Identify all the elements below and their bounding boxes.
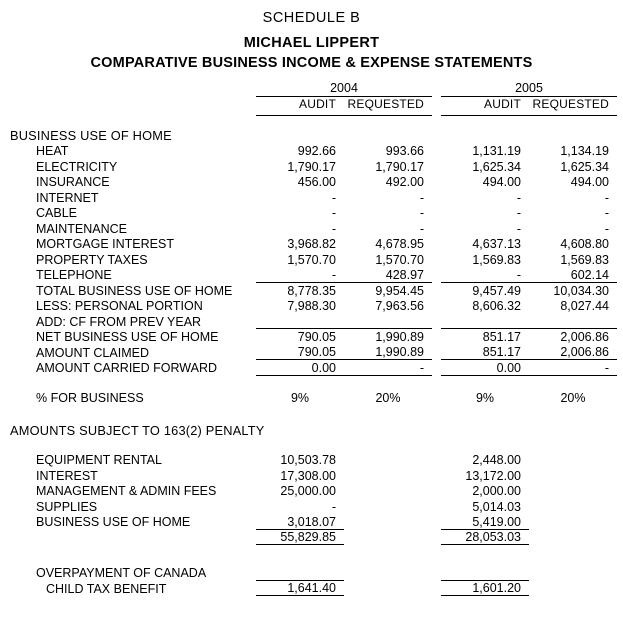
row-requested-2005: 1,134.19 bbox=[560, 144, 609, 158]
total-row bbox=[10, 282, 617, 298]
row-audit-2004: - bbox=[331, 221, 336, 236]
spacer-cell bbox=[10, 405, 617, 419]
table-row bbox=[10, 483, 617, 499]
row-requested-2004: - bbox=[419, 221, 424, 236]
row-label: BUSINESS USE OF HOME bbox=[36, 515, 191, 529]
row-label: TELEPHONE bbox=[36, 268, 112, 282]
document-subtitle: COMPARATIVE BUSINESS INCOME & EXPENSE STATEMENTS bbox=[90, 55, 533, 71]
row-label: CABLE bbox=[36, 206, 77, 220]
col-audit-2004: AUDIT bbox=[299, 97, 336, 111]
row-requested-2004 bbox=[344, 313, 432, 329]
row-label: SUPPLIES bbox=[36, 499, 98, 514]
table-row bbox=[10, 298, 617, 314]
row-audit-2004: 8,778.35 bbox=[287, 283, 336, 298]
col-requested-2005: REQUESTED bbox=[532, 97, 609, 111]
document-header bbox=[0, 0, 623, 71]
row-value-2005: 2,448.00 bbox=[472, 453, 521, 467]
row-label bbox=[10, 529, 256, 545]
row-label: HEAT bbox=[36, 144, 69, 158]
row-requested-2005: 4,608.80 bbox=[560, 237, 609, 251]
row-label: NET BUSINESS USE OF HOME bbox=[36, 330, 219, 344]
empty-cell bbox=[10, 81, 256, 97]
section-header-row bbox=[10, 124, 617, 143]
table-row bbox=[10, 174, 617, 190]
gap-cell bbox=[432, 467, 441, 483]
row-audit-2005: 851.17 bbox=[482, 345, 521, 359]
gap-cell bbox=[432, 565, 441, 581]
row-label: MORTGAGE INTEREST bbox=[36, 237, 174, 251]
table-row bbox=[10, 158, 617, 174]
row-label: AMOUNT CARRIED FORWARD bbox=[36, 361, 218, 375]
empty-cell bbox=[529, 529, 617, 545]
row-value-2004: 17,308.00 bbox=[280, 468, 336, 483]
gap-cell bbox=[432, 360, 441, 376]
gap-cell bbox=[432, 158, 441, 174]
row-label: EQUIPMENT RENTAL bbox=[36, 453, 162, 467]
row-audit-2005: 1,131.19 bbox=[472, 144, 521, 158]
spacer-cell bbox=[10, 438, 617, 452]
row-requested-2005: 494.00 bbox=[570, 175, 609, 189]
row-audit-2004: 790.05 bbox=[297, 345, 336, 359]
row-value-2004: 10,503.78 bbox=[280, 453, 336, 467]
row-requested-2005: 20% bbox=[560, 390, 586, 405]
row-audit-2004 bbox=[256, 313, 344, 329]
table-row bbox=[10, 220, 617, 236]
row-requested-2004: 9,954.45 bbox=[375, 283, 424, 298]
gap-cell bbox=[432, 483, 441, 499]
overpayment-label-line2: CHILD TAX BENEFIT bbox=[46, 581, 167, 596]
row-requested-2005: - bbox=[604, 221, 609, 236]
percent-row bbox=[10, 389, 617, 405]
empty-cell bbox=[529, 483, 617, 499]
empty-cell bbox=[344, 529, 432, 545]
section-title-business-use-of-home: BUSINESS USE OF HOME bbox=[10, 127, 172, 143]
row-audit-2004: 9% bbox=[290, 390, 310, 405]
row-audit-2005: - bbox=[441, 267, 529, 283]
row-label: AMOUNT CLAIMED bbox=[36, 345, 149, 360]
row-requested-2005: 1,569.83 bbox=[560, 252, 609, 267]
row-requested-2005: 1,625.34 bbox=[560, 159, 609, 174]
total-value-2005: 28,053.03 bbox=[441, 529, 529, 545]
row-audit-2005 bbox=[441, 313, 529, 329]
table-row bbox=[10, 498, 617, 514]
row-audit-2004: 1,790.17 bbox=[287, 159, 336, 174]
table-row bbox=[10, 344, 617, 360]
row-requested-2005: 2,006.86 bbox=[560, 345, 609, 359]
empty-cell bbox=[344, 514, 432, 530]
row-requested-2004: 1,990.89 bbox=[375, 330, 424, 344]
row-audit-2005: 9% bbox=[475, 390, 495, 405]
empty-cell bbox=[344, 498, 432, 514]
empty-cell bbox=[529, 514, 617, 530]
row-audit-2005: - bbox=[516, 206, 521, 220]
row-label: LESS: PERSONAL PORTION bbox=[36, 299, 203, 313]
year-2005-header: 2005 bbox=[441, 81, 617, 97]
col-requested-2004: REQUESTED bbox=[347, 97, 424, 111]
row-requested-2004: 492.00 bbox=[385, 175, 424, 189]
spacer-row bbox=[10, 116, 617, 124]
overpayment-value-2005: 1,601.20 bbox=[441, 580, 529, 596]
gap-cell bbox=[432, 220, 441, 236]
row-requested-2004: 7,963.56 bbox=[375, 299, 424, 313]
gap-cell bbox=[432, 205, 441, 221]
table-row bbox=[10, 236, 617, 252]
gap-cell bbox=[432, 298, 441, 314]
spacer-cell bbox=[10, 545, 617, 565]
row-requested-2004: - bbox=[344, 360, 432, 376]
gap-cell bbox=[432, 452, 441, 468]
empty-cell bbox=[529, 565, 617, 581]
gap-cell bbox=[432, 344, 441, 360]
row-label: ADD: CF FROM PREV YEAR bbox=[36, 314, 202, 329]
row-requested-2004: - bbox=[419, 206, 424, 220]
row-requested-2005: 602.14 bbox=[529, 267, 617, 283]
col-audit-2005: AUDIT bbox=[484, 97, 521, 111]
row-requested-2004: 1,790.17 bbox=[375, 159, 424, 174]
row-requested-2004: 1,570.70 bbox=[375, 252, 424, 267]
row-audit-2004: - bbox=[331, 190, 336, 205]
table-row bbox=[10, 565, 617, 581]
spacer-row bbox=[10, 545, 617, 565]
row-value-2005: 2,000.00 bbox=[472, 484, 521, 498]
row-audit-2004: 456.00 bbox=[297, 175, 336, 189]
row-requested-2005: 8,027.44 bbox=[560, 299, 609, 313]
row-value-2005: 5,014.03 bbox=[472, 499, 521, 514]
taxpayer-name: MICHAEL LIPPERT bbox=[243, 35, 380, 51]
row-requested-2005: - bbox=[529, 360, 617, 376]
row-requested-2004: 993.66 bbox=[385, 144, 424, 158]
gap-cell bbox=[432, 282, 441, 298]
table-row bbox=[10, 251, 617, 267]
row-requested-2005: - bbox=[604, 206, 609, 220]
spacer-cell bbox=[10, 375, 617, 389]
row-audit-2005: 8,606.32 bbox=[472, 299, 521, 313]
row-requested-2005: - bbox=[604, 190, 609, 205]
empty-cell bbox=[529, 498, 617, 514]
row-value-2004: 3,018.07 bbox=[256, 514, 344, 530]
row-audit-2005: - bbox=[516, 221, 521, 236]
year-2004-header: 2004 bbox=[256, 81, 432, 97]
spacer-cell bbox=[10, 116, 617, 124]
column-header-row bbox=[10, 97, 617, 114]
empty-cell bbox=[529, 467, 617, 483]
row-audit-2005: 1,625.34 bbox=[472, 159, 521, 174]
row-requested-2004: 428.97 bbox=[344, 267, 432, 283]
row-label: MAINTENANCE bbox=[36, 221, 127, 236]
gap-cell bbox=[432, 514, 441, 530]
gap-cell bbox=[432, 498, 441, 514]
row-requested-2004: - bbox=[419, 190, 424, 205]
table-row bbox=[10, 467, 617, 483]
empty-cell bbox=[344, 452, 432, 468]
empty-cell bbox=[441, 565, 529, 581]
row-label: PROPERTY TAXES bbox=[36, 252, 148, 267]
section-title-penalty: AMOUNTS SUBJECT TO 163(2) PENALTY bbox=[10, 422, 265, 438]
table-row bbox=[10, 514, 617, 530]
row-audit-2005: 0.00 bbox=[441, 360, 529, 376]
row-audit-2005: - bbox=[516, 190, 521, 205]
section-header-row bbox=[10, 419, 617, 438]
spacer-row bbox=[10, 438, 617, 452]
gap-cell bbox=[432, 97, 441, 114]
row-value-2004: - bbox=[331, 499, 336, 514]
empty-cell bbox=[529, 452, 617, 468]
row-label: MANAGEMENT & ADMIN FEES bbox=[36, 484, 217, 498]
net-row bbox=[10, 329, 617, 345]
schedule-table bbox=[10, 81, 617, 596]
row-value-2005: 13,172.00 bbox=[465, 468, 521, 483]
row-audit-2005: 4,637.13 bbox=[472, 237, 521, 251]
table-row bbox=[10, 452, 617, 468]
row-requested-2004: 4,678.95 bbox=[375, 237, 424, 251]
empty-cell bbox=[10, 97, 256, 114]
empty-cell bbox=[256, 565, 344, 581]
gap-cell bbox=[432, 329, 441, 345]
gap-cell bbox=[432, 529, 441, 545]
row-audit-2004: 1,570.70 bbox=[287, 252, 336, 267]
row-audit-2004: 992.66 bbox=[297, 144, 336, 158]
spacer-row bbox=[10, 375, 617, 389]
gap-cell bbox=[432, 267, 441, 283]
row-audit-2004: 0.00 bbox=[256, 360, 344, 376]
row-audit-2004: - bbox=[331, 206, 336, 220]
row-audit-2004: - bbox=[256, 267, 344, 283]
row-audit-2004: 3,968.82 bbox=[287, 237, 336, 251]
row-audit-2005: 1,569.83 bbox=[472, 252, 521, 267]
row-value-2005: 5,419.00 bbox=[441, 514, 529, 530]
row-requested-2004: 20% bbox=[375, 390, 401, 405]
row-label: INTERNET bbox=[36, 190, 99, 205]
table-row bbox=[10, 580, 617, 596]
row-audit-2005: 494.00 bbox=[482, 175, 521, 189]
row-label: INTEREST bbox=[36, 468, 98, 483]
table-row bbox=[10, 189, 617, 205]
schedule-title: SCHEDULE B bbox=[262, 10, 361, 26]
gap-cell bbox=[432, 189, 441, 205]
gap-cell bbox=[432, 389, 441, 405]
row-label: ELECTRICITY bbox=[36, 159, 118, 174]
table-row bbox=[10, 143, 617, 159]
row-label: TOTAL BUSINESS USE OF HOME bbox=[36, 283, 233, 298]
gap-cell bbox=[432, 174, 441, 190]
row-audit-2004: 790.05 bbox=[297, 330, 336, 344]
overpayment-label-line1: OVERPAYMENT OF CANADA bbox=[36, 566, 207, 580]
table-row bbox=[10, 360, 617, 376]
table-row bbox=[10, 267, 617, 283]
gap-cell bbox=[432, 143, 441, 159]
empty-cell bbox=[529, 580, 617, 596]
total-value-2004: 55,829.85 bbox=[256, 529, 344, 545]
gap-cell bbox=[432, 251, 441, 267]
row-audit-2005: 9,457.49 bbox=[472, 283, 521, 298]
table-row bbox=[10, 313, 617, 329]
year-header-row bbox=[10, 81, 617, 97]
row-requested-2005: 2,006.86 bbox=[560, 330, 609, 344]
empty-cell bbox=[344, 467, 432, 483]
gap-cell bbox=[432, 81, 441, 97]
penalty-total-row bbox=[10, 529, 617, 545]
row-value-2004: 25,000.00 bbox=[280, 484, 336, 498]
table-row bbox=[10, 205, 617, 221]
spacer-row bbox=[10, 405, 617, 419]
overpayment-value-2004: 1,641.40 bbox=[256, 580, 344, 596]
row-requested-2004: 1,990.89 bbox=[375, 345, 424, 359]
empty-cell bbox=[344, 580, 432, 596]
empty-cell bbox=[344, 565, 432, 581]
gap-cell bbox=[432, 580, 441, 596]
gap-cell bbox=[432, 313, 441, 329]
row-label: INSURANCE bbox=[36, 175, 110, 189]
empty-cell bbox=[344, 483, 432, 499]
row-audit-2005: 851.17 bbox=[482, 330, 521, 344]
row-label: % FOR BUSINESS bbox=[36, 390, 144, 405]
row-audit-2004: 7,988.30 bbox=[287, 299, 336, 313]
row-requested-2005 bbox=[529, 313, 617, 329]
row-requested-2005: 10,034.30 bbox=[553, 283, 609, 298]
gap-cell bbox=[432, 236, 441, 252]
